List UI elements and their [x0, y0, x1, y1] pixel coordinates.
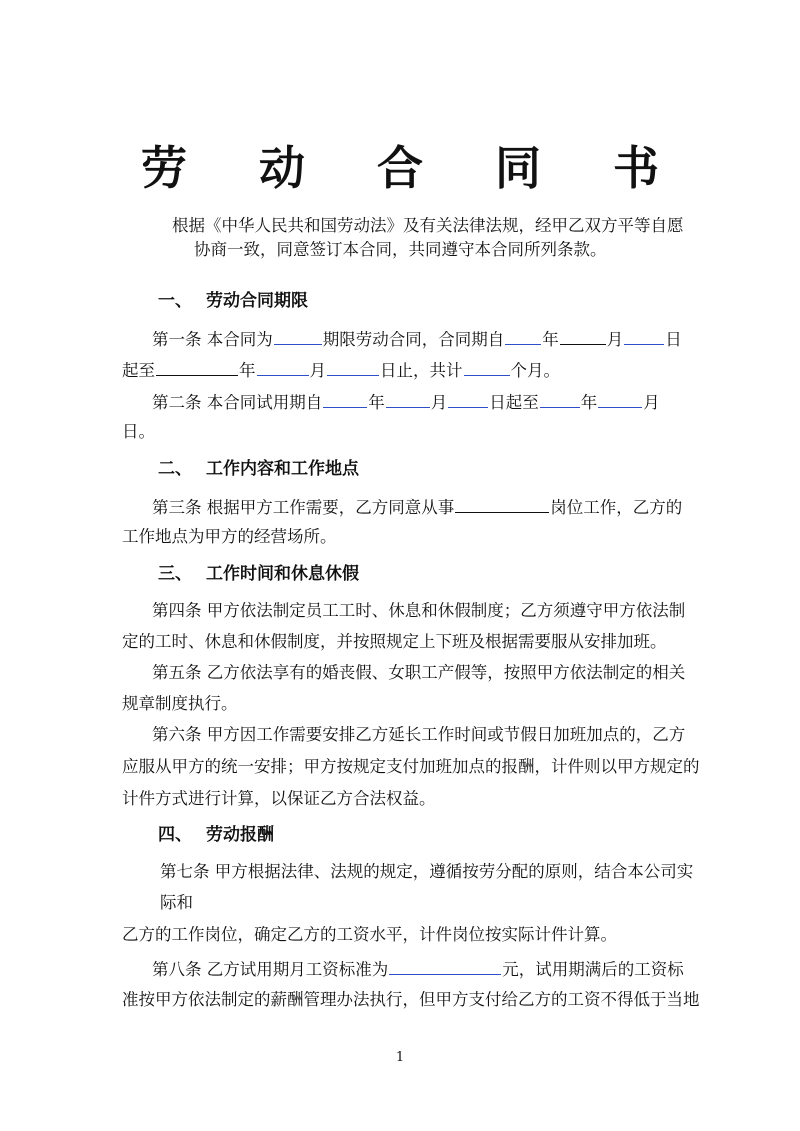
article-1-line-2 [122, 357, 682, 383]
months-total-blank[interactable] [464, 357, 510, 376]
probation-start-day-blank[interactable] [448, 389, 488, 408]
section-title: 工作时间和休息休假 [206, 564, 359, 584]
start-day-blank[interactable] [624, 326, 664, 345]
article-text: 年 [239, 361, 256, 380]
section-heading-4 [158, 822, 274, 848]
article-text: 期限劳动合同，合同期自 [322, 330, 505, 349]
probation-start-year-blank[interactable] [323, 389, 367, 408]
probation-end-month-blank[interactable] [598, 389, 642, 408]
document-title: 劳 动 合 同 书 [140, 141, 688, 195]
article-8-line-2: 准按甲方依法制定的薪酬管理办法执行，但甲方支付给乙方的工资不得低于当地 [122, 990, 700, 1009]
section-heading-1 [158, 288, 308, 314]
section-number: 四、 [158, 825, 192, 845]
article-3-line-1 [152, 494, 682, 520]
article-5-line-1: 第五条 乙方依法享有的婚丧假、女职工产假等，按照甲方依法制定的相关 [152, 663, 686, 682]
article-text: 年 [368, 393, 385, 412]
probation-end-year-blank[interactable] [540, 389, 580, 408]
article-text: 月 [606, 330, 624, 349]
article-text: 个月。 [510, 361, 560, 380]
article-text: 日 [665, 330, 682, 349]
article-6-line-1: 第六条 甲方因工作需要安排乙方延长工作时间或节假日加班加点的，乙方 [152, 725, 686, 744]
start-month-blank[interactable] [560, 326, 606, 345]
section-number: 一、 [158, 291, 192, 311]
section-title: 劳动合同期限 [206, 291, 308, 311]
intro-line-1: 根据《中华人民共和国劳动法》及有关法律法规，经甲乙双方平等自愿 [172, 216, 684, 235]
article-7-line-3: 乙方的工作岗位，确定乙方的工资水平，计件岗位按实际计件计算。 [122, 925, 617, 944]
article-text: 日起至 [489, 393, 539, 412]
probation-start-month-blank[interactable] [386, 389, 430, 408]
section-title: 工作内容和工作地点 [206, 459, 359, 479]
term-type-blank[interactable] [274, 326, 322, 345]
article-6-line-3: 计件方式进行计算，以保证乙方合法权益。 [122, 789, 436, 808]
article-text: 年 [580, 393, 598, 412]
section-number: 三、 [158, 564, 192, 584]
article-1-line-1 [152, 326, 682, 352]
intro-line-2: 协商一致，同意签订本合同，共同遵守本合同所列条款。 [194, 240, 607, 259]
article-text: 第三条 根据甲方工作需要，乙方同意从事 [152, 498, 455, 517]
article-2-line-2: 日。 [122, 422, 155, 441]
position-blank[interactable] [455, 494, 549, 513]
section-title: 劳动报酬 [206, 825, 274, 845]
article-text: 第八条 乙方试用期月工资标准为 [152, 960, 389, 979]
article-text: 月 [309, 361, 326, 380]
article-text: 起至 [122, 361, 155, 380]
article-8-line-1 [152, 956, 682, 982]
section-heading-3 [158, 561, 359, 587]
end-day-blank[interactable] [327, 357, 379, 376]
section-number: 二、 [158, 459, 192, 479]
article-text: 元，试用期满后的工资标 [502, 960, 684, 979]
section-heading-2 [158, 456, 359, 482]
article-text: 第二条 本合同试用期自 [152, 393, 323, 412]
article-7-line-2: 际和 [160, 893, 193, 912]
article-text: 第一条 本合同为 [152, 330, 273, 349]
article-text: 年 [542, 330, 559, 349]
article-text: 月 [430, 393, 448, 412]
probation-salary-blank[interactable] [389, 956, 501, 975]
start-year-blank[interactable] [505, 326, 541, 345]
end-month-blank[interactable] [257, 357, 309, 376]
intro-paragraph [172, 214, 687, 262]
article-4-line-2: 定的工时、休息和休假制度，并按照规定上下班及根据需要服从安排加班。 [122, 632, 667, 651]
page-number: 1 [395, 1050, 405, 1065]
article-text: 岗位工作，乙方的 [550, 498, 683, 517]
article-6-line-2: 应服从甲方的统一安排；甲方按规定支付加班加点的报酬，计件则以甲方规定的 [122, 757, 700, 776]
end-year-blank[interactable] [156, 357, 238, 376]
article-text: 日止，共计 [380, 361, 463, 380]
article-5-line-2: 规章制度执行。 [122, 694, 238, 713]
article-3-line-2: 工作地点为甲方的经营场所。 [122, 527, 337, 546]
article-text: 月 [643, 393, 660, 412]
article-7-line-1: 第七条 甲方根据法律、法规的规定，遵循按劳分配的原则，结合本公司实 [160, 862, 694, 881]
article-2-line-1 [152, 389, 682, 415]
article-4-line-1: 第四条 甲方依法制定员工工时、休息和休假制度；乙方须遵守甲方依法制 [152, 601, 686, 620]
